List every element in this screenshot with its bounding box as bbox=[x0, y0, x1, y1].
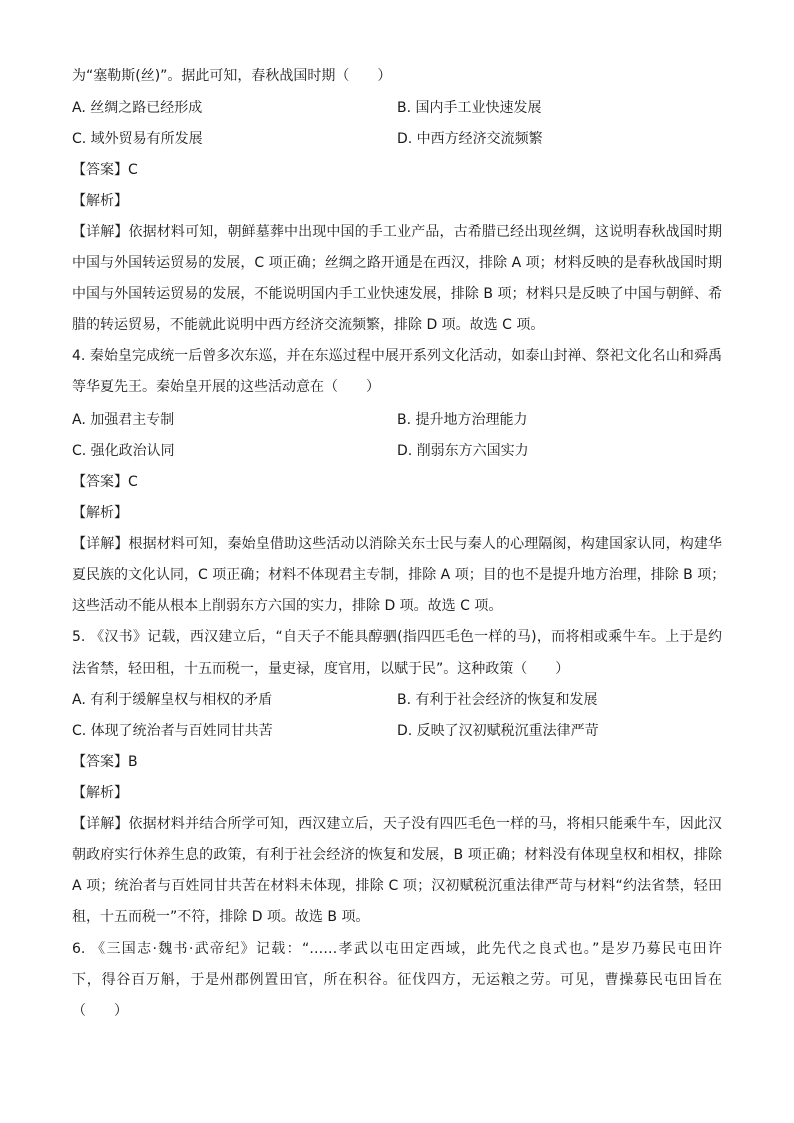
q3-detail-line-1: 【详解】依据材料可知，朝鲜墓葬中出现中国的手工业产品，古希腊已经出现丝绸，这说明春秋战国时期 bbox=[72, 224, 722, 240]
q3-detail-line-2: 中国与外国转运贸易的发展，C 项正确；丝绸之路开通是在西汉，排除 A 项；材料反映的是春秋战国时期 bbox=[72, 255, 722, 271]
q6-stem-line-3: （ ） bbox=[72, 1003, 128, 1019]
q4-analysis-label: 【解析】 bbox=[72, 505, 128, 521]
q3-analysis-label: 【解析】 bbox=[72, 193, 128, 209]
q3-stem-tail: 为“塞勒斯(丝)”。据此可知，春秋战国时期（ ） bbox=[72, 68, 392, 84]
q6-stem-line-1: 6. 《三国志·魏书·武帝纪》记载：“……孝武以屯田定西域，此先代之良式也。”是岁乃募民屯田许 bbox=[72, 941, 722, 957]
q5-option-d: D. 反映了汉初赋税沉重法律严苛 bbox=[397, 723, 599, 739]
q5-option-a: A. 有利于缓解皇权与相权的矛盾 bbox=[72, 692, 273, 708]
q3-detail-line-4: 腊的转运贸易，不能就此说明中西方经济交流频繁，排除 D 项。故选 C 项。 bbox=[72, 317, 545, 333]
q3-answer: 【答案】C bbox=[72, 162, 138, 178]
q4-option-b: B. 提升地方治理能力 bbox=[397, 412, 528, 428]
q5-option-b: B. 有利于社会经济的恢复和发展 bbox=[397, 692, 598, 708]
q3-option-b: B. 国内手工业快速发展 bbox=[397, 100, 542, 116]
q3-option-c: C. 域外贸易有所发展 bbox=[72, 131, 203, 147]
q4-detail-line-1: 【详解】根据材料可知，秦始皇借助这些活动以消除关东士民与秦人的心理隔阂，构建国家认同，构建华 bbox=[72, 536, 722, 552]
q3-option-a: A. 丝绸之路已经形成 bbox=[72, 100, 203, 116]
q5-stem-line-1: 5. 《汉书》记载，西汉建立后，“自天子不能具醇驷(指四匹毛色一样的马)，而将相或乘牛车。上于是约 bbox=[72, 629, 722, 645]
q4-option-a: A. 加强君主专制 bbox=[72, 412, 175, 428]
q5-option-c: C. 体现了统治者与百姓同甘共苦 bbox=[72, 723, 273, 739]
q5-analysis-label: 【解析】 bbox=[72, 785, 128, 801]
q3-option-d: D. 中西方经济交流频繁 bbox=[397, 131, 543, 147]
q3-detail-line-3: 中国与外国转运贸易的发展，不能说明国内手工业快速发展，排除 B 项；材料只是反映了中国与朝鲜、希 bbox=[72, 286, 722, 302]
q4-stem-line-2: 等华夏先王。秦始皇开展的这些活动意在（ ） bbox=[72, 379, 380, 395]
q5-answer: 【答案】B bbox=[72, 754, 138, 770]
q4-answer: 【答案】C bbox=[72, 474, 138, 490]
q5-detail-line-3: A 项；统治者与百姓同甘共苦在材料未体现，排除 C 项；汉初赋税沉重法律严苛与材料“约法省禁，轻田 bbox=[72, 878, 722, 894]
q5-detail-line-1: 【详解】依据材料并结合所学可知，西汉建立后，天子没有四匹毛色一样的马，将相只能乘牛车，因此汉 bbox=[72, 816, 722, 832]
q4-option-c: C. 强化政治认同 bbox=[72, 443, 175, 459]
q5-stem-line-2: 法省禁，轻田租，十五而税一，量吏禄，度官用，以赋于民”。这种政策（ ） bbox=[72, 661, 570, 677]
q4-detail-line-3: 这些活动不能从根本上削弱东方六国的实力，排除 D 项。故选 C 项。 bbox=[72, 598, 503, 614]
q5-detail-line-2: 朝政府实行休养生息的政策，有利于社会经济的恢复和发展，B 项正确；材料没有体现皇权和相权，排除 bbox=[72, 847, 722, 863]
q4-detail-line-2: 夏民族的文化认同，C 项正确；材料不体现君主专制，排除 A 项；目的也不是提升地方治理，排除 B 项； bbox=[72, 567, 726, 583]
q6-stem-line-2: 下，得谷百万斛，于是州郡例置田官，所在积谷。征伐四方，无运粮之劳。可见，曹操募民屯田旨在 bbox=[72, 972, 722, 988]
q5-detail-line-4: 租，十五而税一”不符，排除 D 项。故选 B 项。 bbox=[72, 909, 370, 925]
q4-option-d: D. 削弱东方六国实力 bbox=[397, 443, 529, 459]
q4-stem-line-1: 4. 秦始皇完成统一后曾多次东巡，并在东巡过程中展开系列文化活动，如泰山封禅、祭祀文化名山和舜禹 bbox=[72, 348, 722, 364]
